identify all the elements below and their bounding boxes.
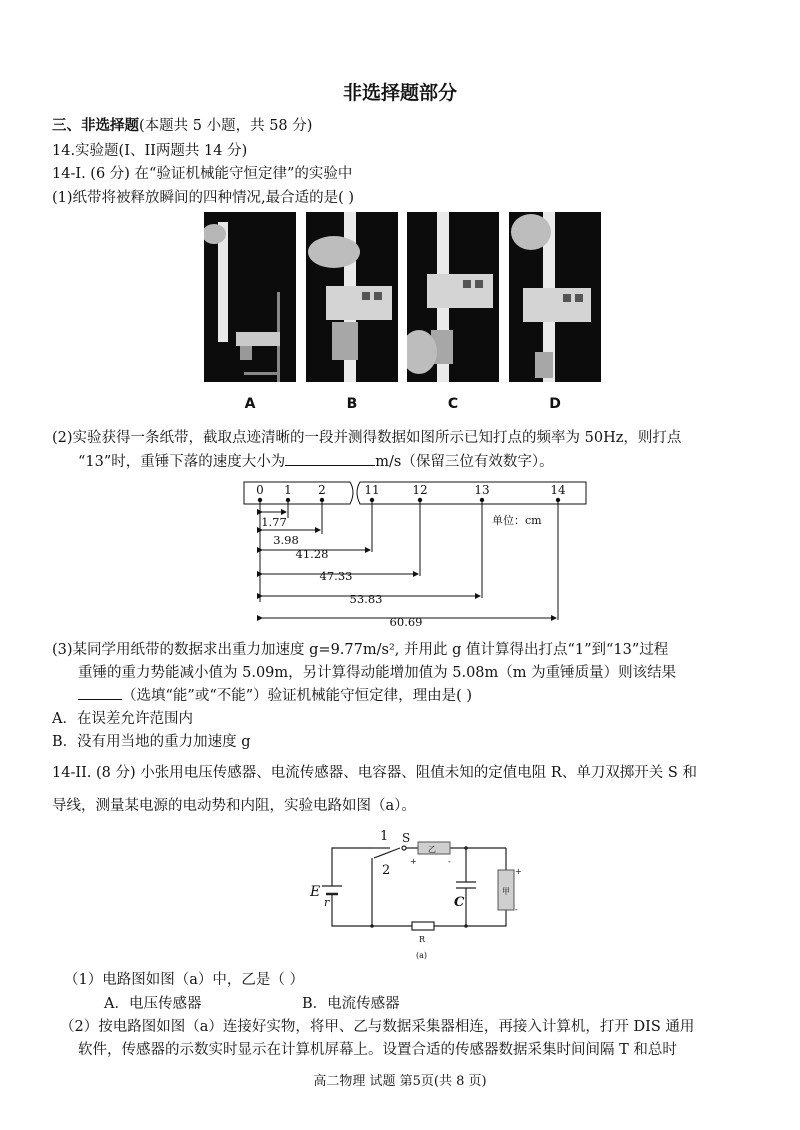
unit-label: 单位：cm	[492, 514, 542, 527]
yi-minus: -	[448, 857, 451, 866]
section-title: 三、非选择题	[52, 117, 139, 134]
option-b: B．没有用当地的重力加速度 g	[52, 734, 251, 750]
photo-label-c: C	[447, 396, 459, 412]
photo-c	[407, 212, 499, 382]
section-note: (本题共 5 小题，共 58 分)	[139, 118, 313, 134]
photo-d	[509, 212, 601, 382]
point-label-11: 11	[364, 483, 380, 497]
jia-minus: -	[515, 905, 518, 914]
q3-line3-text: （选填“能”或“不能”）验证机械能守恒定律，理由是( )	[122, 688, 473, 704]
q14-1-title: 14-I. (6 分) 在“验证机械能守恒定律”的实验中	[52, 166, 353, 182]
yi-plus: +	[410, 857, 417, 866]
circuit-diagram	[300, 826, 530, 962]
photo-a-image	[204, 212, 296, 382]
photo-d-image	[509, 212, 601, 382]
paper-tape-diagram	[236, 478, 596, 630]
switch-pos-2: 2	[382, 863, 391, 878]
switch-blade	[374, 848, 400, 858]
dist-1: 1.77	[261, 515, 287, 529]
jia-plus: +	[515, 867, 522, 876]
dist-11: 41.28	[295, 547, 329, 561]
q14-2-line1: 14-II. (8 分) 小张用电压传感器、电流传感器、电容器、阻值未知的定值电阻 R、单刀双掷开关 S 和	[52, 765, 697, 781]
q2-line2-a: “13”时，重锤下落的速度大小为	[78, 454, 286, 470]
point-label-13: 13	[474, 483, 490, 497]
sub2-line2: 软件，传感器的示数实时显示在计算机屏幕上。设置合适的传感器数据采集时间间隔 T 和总时	[78, 1042, 677, 1058]
sub1-text: （1）电路图如图（a）中，乙是（ ）	[64, 972, 304, 988]
switch-pivot	[402, 846, 406, 850]
tape-points	[258, 498, 560, 502]
emf-label: E	[310, 884, 321, 900]
page-footer: 高二物理 试题 第5页(共 8 页)	[313, 1074, 487, 1089]
switch-label: S	[402, 831, 411, 845]
photo-b-image	[306, 212, 398, 382]
photo-b	[306, 212, 398, 382]
point-label-12: 12	[412, 483, 428, 497]
photo-label-b: B	[346, 396, 358, 412]
sub1-option-a: A．电压传感器	[104, 996, 202, 1012]
dist-13: 53.83	[349, 592, 383, 606]
q3-line3	[78, 686, 472, 706]
q3-line1: (3)某同学用纸带的数据求出重力加速度 g=9.77m/s², 并用此 g 值计算得出打点“1”到“13”过程	[52, 642, 669, 658]
photo-c-image	[407, 212, 499, 382]
q14-2-line2: 导线，测量某电源的电动势和内阻，实验电路如图（a）。	[52, 798, 416, 814]
q3-line2: 重锤的重力势能减小值为 5.09m，另计算得动能增加值为 5.08m（m 为重锤质量）则该结果	[78, 665, 677, 681]
q2-line2	[78, 452, 554, 472]
q2-line2-b: m/s（保留三位有效数字）。	[375, 454, 554, 470]
point-label-14: 14	[550, 483, 566, 497]
photo-label-a: A	[244, 396, 256, 412]
sensor-jia-label: 甲	[502, 887, 510, 896]
photo-label-d: D	[549, 396, 561, 412]
option-a: A．在误差允许范围内	[52, 711, 193, 727]
point-label-1: 1	[284, 483, 292, 497]
sub2-line1: （2）按电路图如图（a）连接好实物，将甲、乙与数据采集器相连，再接入计算机，打开 DIS 通用	[60, 1019, 695, 1035]
q2-line1: (2)实验获得一条纸带，截取点迹清晰的一段并测得数据如图所示已知打点的频率为 50Hz，则打点	[52, 430, 682, 446]
answer-blank[interactable]	[285, 465, 375, 466]
dist-2: 3.98	[273, 533, 299, 547]
sub1-option-b: B．电流传感器	[302, 996, 400, 1012]
sensor-yi-label: 乙	[428, 845, 436, 854]
q1-text: (1)纸带将被释放瞬间的四种情况,最合适的是( )	[52, 190, 355, 206]
dist-14: 60.69	[389, 615, 423, 629]
resistor-label: R	[419, 935, 426, 944]
photo-a	[204, 212, 296, 382]
resistor-r	[412, 922, 434, 930]
q14-title: 14.实验题(I、II两题共 14 分)	[52, 143, 248, 159]
section-header	[52, 116, 312, 136]
point-label-0: 0	[256, 483, 264, 497]
internal-r-label: r	[324, 896, 330, 909]
dist-12: 47.33	[319, 569, 353, 583]
q3-answer-blank[interactable]	[78, 699, 122, 700]
capacitor-label: C	[454, 895, 465, 910]
point-label-2: 2	[318, 483, 326, 497]
circuit-caption: (a)	[416, 951, 428, 960]
switch-pos-1: 1	[380, 829, 389, 844]
page-title: 非选择题部分	[342, 82, 457, 104]
